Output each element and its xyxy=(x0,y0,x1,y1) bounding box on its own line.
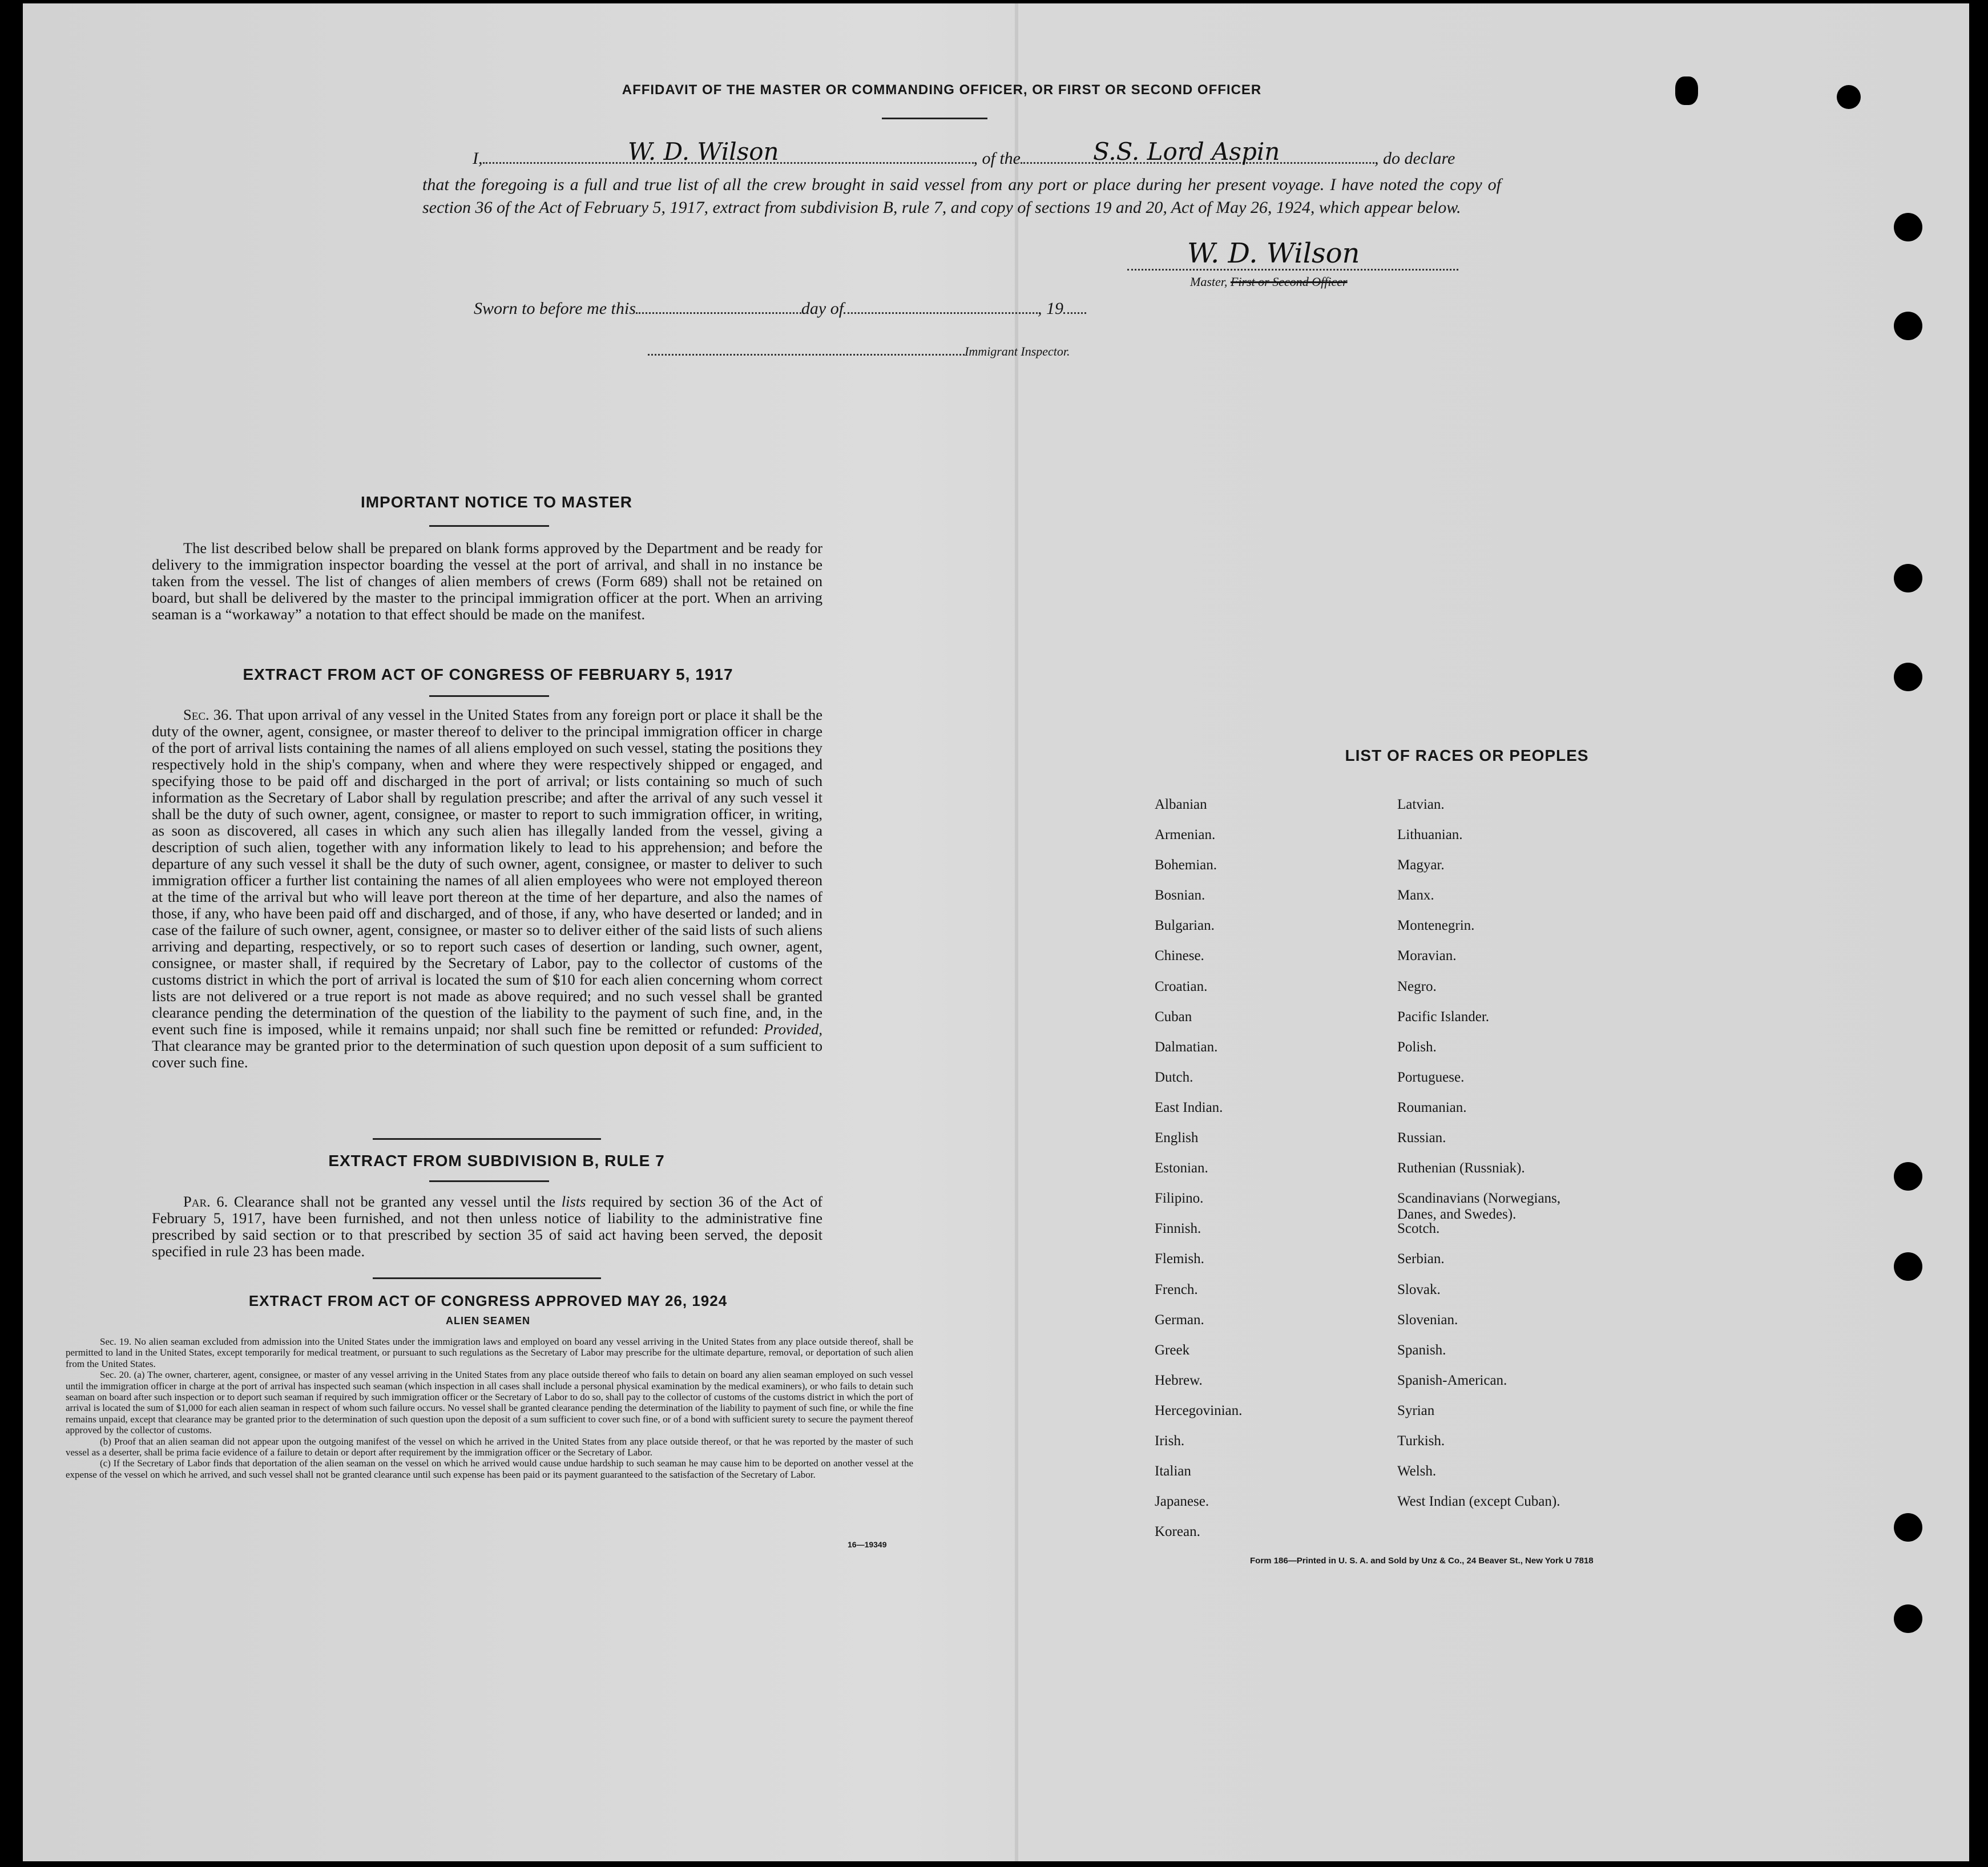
sec-36-label: Sec. 36. xyxy=(183,706,232,723)
notice-text: The list described below shall be prepared on blank forms approved by the Department and be ready for delivery to the immigration inspector boarding the vessel at the port of arrival, and shall in no instance be taken from the vessel. The list of changes of alien members of crews (Form 689) shall not be retained on board, but shall be delivered by the master to the principal immigration officer at the port. When an arriving seaman is a “workaway” a notation to that effect should be made on the manifest. xyxy=(152,539,822,623)
notice-title: IMPORTANT NOTICE TO MASTER xyxy=(360,493,633,511)
sworn-line xyxy=(474,299,1086,318)
extract-1924-top-rule xyxy=(373,1277,601,1279)
race-item: Filipino. xyxy=(1155,1191,1204,1207)
sec-36-body: That upon arrival of any vessel in the United States from any foreign port or place it shall be the duty of the owner, agent, consignee, or master thereof to deliver to the principal immigration officer in charge of the port of arrival lists containing the names of all aliens employed on such vessel, stating the positions they respectively hold in the ship's company, when and where they were respectively shipped or engaged, and specifying those to be paid off and discharged in the port of arrival; or lists containing so much of such information as the Secretary of Labor shall by regulation prescribe; and after the arrival of any such vessel it shall be the duty of such owner, agent, consignee, or master to report to such immigration officer, in writing, as soon as discovered, all cases in which any such alien has illegally landed from the vessel, giving a description of such alien, together with any information likely to lead to his apprehension; and before the departure of any such vessel it shall be the duty of such owner, agent, consignee, or master to deliver to such immigration officer a further list containing the names of all alien employees who were not employed thereon at the time of the arrival but who will leave port thereon at the time of her departure, and also the names of those, if any, who have been paid off and discharged, and of those, if any, who have deserted or landed; and in case of the failure of such owner, agent, consignee, or master so to deliver either of the said lists of such aliens arriving and departing, respectively, or so to report such cases of desertion or landing, such owner, agent, consignee, or master shall, if required by the Secretary of Labor, pay to the collector of customs of the customs district in which the port of arrival is located the sum of $10 for each alien concerning whom correct lists are not delivered or a true report is not made as above required; and no such vessel shall be granted clearance pending the determination of the question of the liability to the payment of such fine, and, in the event such fine is imposed, while it remains unpaid; nor shall such fine be remitted or refunded: xyxy=(152,706,822,1038)
sec-36-end: That clearance may be granted prior to the determination of such question upon deposit of a sum sufficient to cover such fine. xyxy=(152,1037,822,1071)
race-item: East Indian. xyxy=(1155,1099,1223,1115)
extract-1924-title: EXTRACT FROM ACT OF CONGRESS APPROVED MAY 26, 1924 xyxy=(248,1292,728,1309)
sec-20b-text: (b) Proof that an alien seaman did not appear upon the outgoing manifest of the vessel on which he arrived in the United States from any place outside thereof, or that he was reported by the master of such vessel as a deserter, shall be prima facie evidence of a failure to detain or deport after requirement by the immigration officer or the Secretary of Labor. xyxy=(66,1435,913,1458)
race-item: Portuguese. xyxy=(1397,1069,1465,1085)
race-item: Dutch. xyxy=(1155,1069,1193,1085)
race-item: Scandinavians (Norwegians, Danes, and Swedes). xyxy=(1397,1191,1561,1223)
race-item: Montenegrin. xyxy=(1397,918,1475,934)
race-item: Syrian xyxy=(1397,1402,1435,1418)
rule7-rule xyxy=(429,1180,549,1182)
affidavit-line1 xyxy=(473,149,1455,168)
race-item: Dalmatian. xyxy=(1155,1039,1218,1055)
rule7-top-rule xyxy=(373,1138,601,1140)
sec-20c-text: (c) If the Secretary of Labor finds that deportation of the alien seaman on the vessel on which he arrived would cause undue hardship to such seaman he may cause him to be deported on another vessel at the expense of the vessel on which he arrived, and such vessel shall not be granted clearance until such expense has been paid or its payment guaranteed to the satisfaction of the Secretary of Labor. xyxy=(66,1458,913,1480)
declaration-text: that the foregoing is a full and true list of all the crew brought in said vessel from any port or place during her present voyage. I have noted the copy of section 36 of the Act of February 5, 1917, extract from subdivision B, rule 7, and copy of sections 19 and 20, Act of May 26, 1924, which appear below. xyxy=(422,175,1501,217)
caption-struck: First or Second Officer xyxy=(1230,275,1348,289)
line1-prefix: I, xyxy=(473,149,483,168)
race-item: Negro. xyxy=(1397,978,1437,994)
race-item: Russian. xyxy=(1397,1130,1446,1146)
punch-hole xyxy=(1837,85,1861,109)
race-item: Estonian. xyxy=(1155,1160,1208,1176)
inspector-blank xyxy=(648,341,965,356)
rule7-text-a: Clearance shall not be granted any vessel until the xyxy=(233,1193,556,1210)
race-item: Pacific Islander. xyxy=(1397,1009,1490,1025)
race-item: Slovenian. xyxy=(1397,1312,1458,1328)
of-the-label: , of the xyxy=(973,149,1021,168)
vessel-name-handwritten: S.S. Lord Aspin xyxy=(1093,138,1280,166)
race-item: French. xyxy=(1155,1281,1198,1297)
sworn-year-blank xyxy=(1063,300,1086,314)
punch-hole xyxy=(1894,1513,1922,1542)
punch-hole xyxy=(1675,76,1698,105)
race-item: Moravian. xyxy=(1397,948,1457,964)
caption-master: Master, xyxy=(1190,275,1228,289)
signature-caption xyxy=(1190,275,1348,289)
race-item: Bulgarian. xyxy=(1155,918,1215,934)
race-item: Spanish. xyxy=(1397,1342,1446,1358)
punch-hole xyxy=(1894,213,1922,241)
title-rule xyxy=(882,118,987,119)
par-6-label: Par. 6. xyxy=(183,1193,228,1210)
master-name-handwritten: W. D. Wilson xyxy=(628,138,779,166)
race-item: English xyxy=(1155,1130,1199,1146)
inspector-line xyxy=(648,341,1070,359)
race-item: Spanish-American. xyxy=(1397,1372,1507,1388)
race-item: Hercegovinian. xyxy=(1155,1402,1243,1418)
race-item: Albanian xyxy=(1155,797,1207,812)
race-item: Turkish. xyxy=(1397,1433,1445,1449)
sworn-day-blank xyxy=(636,300,801,314)
punch-hole xyxy=(1894,1162,1922,1191)
race-item: Welsh. xyxy=(1397,1463,1437,1479)
race-item: Japanese. xyxy=(1155,1494,1209,1510)
race-item: Polish. xyxy=(1397,1039,1437,1055)
races-left-column xyxy=(1155,797,1383,1554)
race-item: Bohemian. xyxy=(1155,857,1217,873)
lists-term: lists xyxy=(561,1193,586,1210)
inspector-caption: Immigrant Inspector. xyxy=(965,344,1070,358)
master-signature: W. D. Wilson xyxy=(1187,237,1360,269)
race-item: German. xyxy=(1155,1312,1204,1328)
printer-footer: Form 186—Printed in U. S. A. and Sold by Unz & Co., 24 Beaver St., New York U 7818 xyxy=(1250,1556,1594,1566)
race-item: Flemish. xyxy=(1155,1251,1204,1267)
races-title: LIST OF RACES OR PEOPLES xyxy=(1345,747,1589,764)
race-item: Finnish. xyxy=(1155,1221,1201,1237)
rule7-title: EXTRACT FROM SUBDIVISION B, RULE 7 xyxy=(328,1152,665,1170)
race-item: Italian xyxy=(1155,1463,1191,1479)
sworn-prefix: Sworn to before me this xyxy=(474,299,636,318)
race-item: Croatian. xyxy=(1155,978,1208,994)
extract-1917-title: EXTRACT FROM ACT OF CONGRESS OF FEBRUARY 5, 1917 xyxy=(243,666,733,683)
race-item: Greek xyxy=(1155,1342,1190,1358)
race-item: Ruthenian (Russniak). xyxy=(1397,1160,1525,1176)
provided-term: Provided, xyxy=(764,1021,822,1038)
sec-19-text: Sec. 19. No alien seaman excluded from admission into the United States under the immigration laws and employed on board any vessel arriving in the United States from any place outside thereof, shall be permitted to land in the United States, except temporarily for medical treatment, or pursuant to such regulations as the Secretary of Labor may prescribe for the ultimate departure, removal, or deportation of such alien from the United States. xyxy=(66,1336,913,1369)
race-item: Lithuanian. xyxy=(1397,827,1463,843)
sworn-day-label: day of xyxy=(801,299,844,318)
race-item: Chinese. xyxy=(1155,948,1204,964)
notice-rule xyxy=(429,525,549,527)
race-item: Armenian. xyxy=(1155,827,1216,843)
race-item: Manx. xyxy=(1397,888,1434,904)
extract-1917-text xyxy=(152,707,822,1071)
affidavit-title: AFFIDAVIT OF THE MASTER OR COMMANDING OFFICER, OR FIRST OR SECOND OFFICER xyxy=(622,82,1262,98)
race-item: Korean. xyxy=(1155,1524,1200,1540)
sworn-month-blank xyxy=(844,300,1038,314)
punch-hole xyxy=(1894,312,1922,340)
punch-hole xyxy=(1894,663,1922,691)
punch-hole xyxy=(1894,564,1922,592)
race-item: Roumanian. xyxy=(1397,1099,1467,1115)
race-item: Cuban xyxy=(1155,1009,1192,1025)
race-item: West Indian (except Cuban). xyxy=(1397,1494,1560,1510)
race-item: Hebrew. xyxy=(1155,1372,1203,1388)
rule7-text-b: required by section 36 of the Act of February 5, 1917, have been furnished, and not then unless notice of liability to the administrative fine prescribed by said section or to that prescribed by section 35 of said act having been served, the deposit specified in rule 23 has been made. xyxy=(152,1193,823,1260)
punch-hole xyxy=(1894,1604,1922,1633)
sec-20a-text: Sec. 20. (a) The owner, charterer, agent, consignee, or master of any vessel arriving in the United States from any place outside thereof who fails to detain on board any alien seaman employed on such vessel until the immigration officer in charge at the port of arrival has inspected such seaman (which inspection in all cases shall include a personal physical examination by the medical examiners), or who fails to detain such seaman on board after such inspection or to deport such seaman if required by such immigration officer or the Secretary of Labor to do so, shall pay to the collector of customs of the customs district in which the port of arrival is located the sum of $1,000 for each alien seaman in respect of whom such failure occurs. No vessel shall be granted clearance pending the determination of the liability to payment of such fine, or while the fine remains unpaid, except that clearance may be granted prior to the determination of such question upon the deposit of a sum sufficient to cover such fine, or of a bond with sufficient surety to secure the payment thereof approved by the collector of customs. xyxy=(66,1369,913,1436)
races-right-column xyxy=(1397,797,1694,1524)
race-item: Bosnian. xyxy=(1155,888,1205,904)
form-code: 16—19349 xyxy=(848,1540,887,1549)
punch-hole xyxy=(1894,1252,1922,1281)
race-item: Irish. xyxy=(1155,1433,1185,1449)
race-item: Latvian. xyxy=(1397,797,1445,812)
rule7-text xyxy=(152,1193,822,1260)
extract-1924-text xyxy=(66,1336,913,1480)
do-declare-label: , do declare xyxy=(1374,149,1455,168)
race-item: Magyar. xyxy=(1397,857,1445,873)
race-item: Serbian. xyxy=(1397,1251,1445,1267)
fold-line xyxy=(1015,3,1018,1861)
alien-seamen-subtitle: ALIEN SEAMEN xyxy=(445,1315,530,1326)
race-item: Slovak. xyxy=(1397,1281,1441,1297)
manifest-sheet xyxy=(23,3,1969,1861)
extract-1917-rule xyxy=(429,695,549,697)
race-item: Scotch. xyxy=(1397,1221,1440,1237)
sworn-year-label: , 19 xyxy=(1038,299,1064,318)
